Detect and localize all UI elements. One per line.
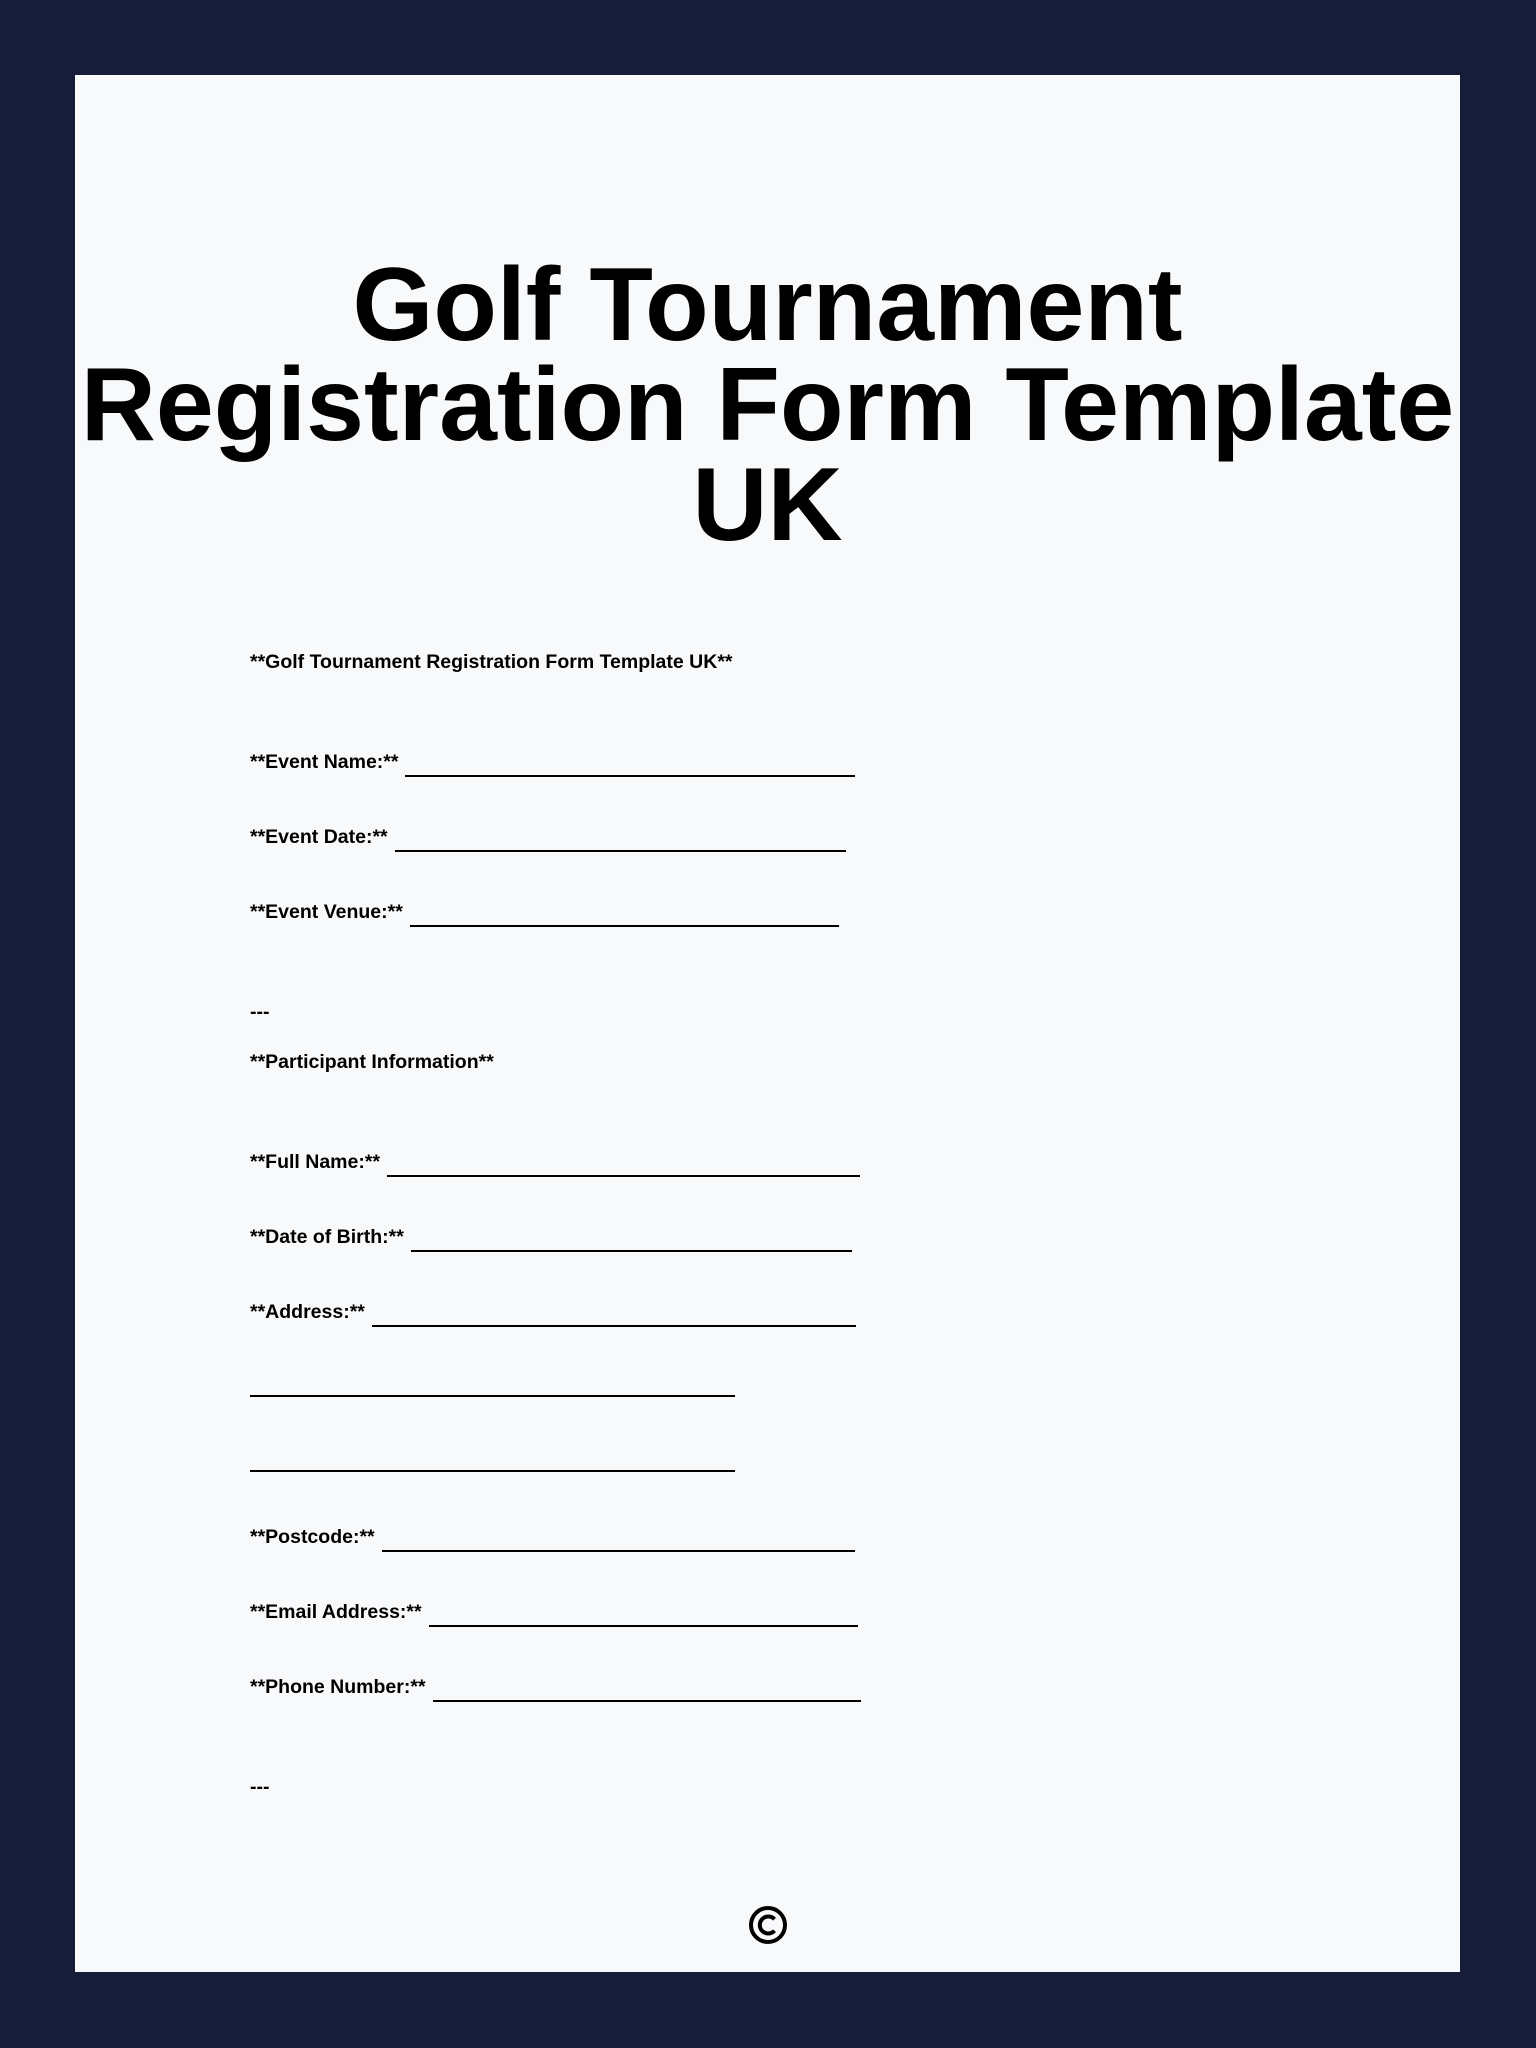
title-line-2: Registration Form Template: [80, 347, 1455, 463]
event-name-label: **Event Name:**: [250, 751, 399, 773]
event-name-row: [250, 750, 855, 774]
dob-row: [250, 1225, 852, 1249]
event-venue-label: **Event Venue:**: [250, 901, 403, 923]
title-line-1: Golf Tournament: [352, 247, 1183, 363]
title-line-3: UK: [692, 447, 843, 563]
form-heading: **Golf Tournament Registration Form Template UK**: [250, 651, 733, 673]
divider-1: ---: [250, 1001, 270, 1023]
email-row: [250, 1600, 858, 1624]
page-title: [75, 247, 1460, 563]
event-venue-row: [250, 900, 839, 924]
event-date-label: **Event Date:**: [250, 826, 388, 848]
document-page: [75, 75, 1460, 1972]
phone-row: [250, 1675, 861, 1699]
address-field[interactable]: [372, 1325, 856, 1327]
address-line-3-field[interactable]: [250, 1470, 735, 1472]
dob-field[interactable]: [411, 1250, 852, 1252]
full-name-row: [250, 1150, 860, 1174]
participant-heading: **Participant Information**: [250, 1051, 494, 1073]
phone-field[interactable]: [433, 1700, 861, 1702]
divider-2: ---: [250, 1776, 270, 1798]
event-name-field[interactable]: [405, 775, 855, 777]
postcode-field[interactable]: [382, 1550, 855, 1552]
copyright-icon: [748, 1905, 788, 1945]
event-venue-field[interactable]: [410, 925, 839, 927]
email-label: **Email Address:**: [250, 1601, 422, 1623]
full-name-label: **Full Name:**: [250, 1151, 381, 1173]
address-line-2-field[interactable]: [250, 1395, 735, 1397]
event-date-row: [250, 825, 846, 849]
full-name-field[interactable]: [387, 1175, 860, 1177]
dob-label: **Date of Birth:**: [250, 1226, 404, 1248]
address-label: **Address:**: [250, 1301, 365, 1323]
address-row: [250, 1300, 856, 1324]
postcode-label: **Postcode:**: [250, 1526, 375, 1548]
event-date-field[interactable]: [395, 850, 846, 852]
postcode-row: [250, 1525, 855, 1549]
phone-label: **Phone Number:**: [250, 1676, 426, 1698]
email-field[interactable]: [429, 1625, 858, 1627]
